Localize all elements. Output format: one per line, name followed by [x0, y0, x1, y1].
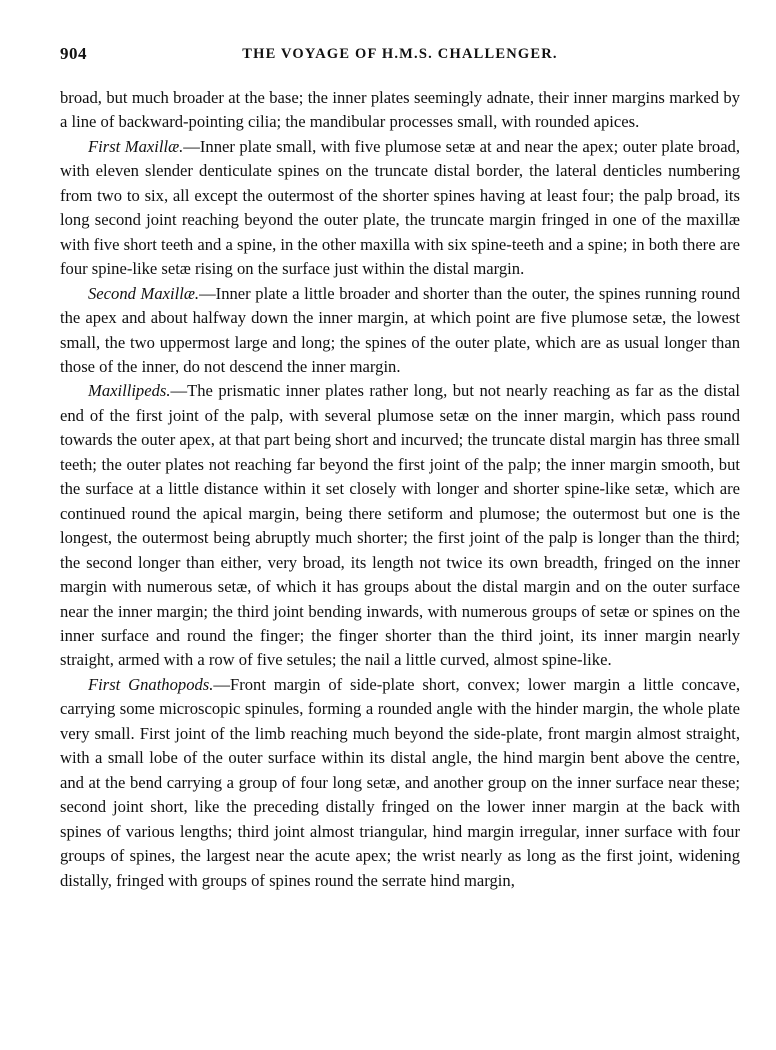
- page-number: 904: [60, 44, 87, 63]
- section-heading: Maxillipeds.: [88, 381, 171, 401]
- paragraph-text: —Front margin of side-plate short, convex; lower margin a little concave, carrying some microscopic spinules, forming a rounded angle with the hinder margin, the whole plate very small. First joint of the limb reaching much beyond the side-plate, front margin almost straight, with a small lobe of the outer surface within its distal angle, the hind margin bent above the centre, and at the bend carrying a group of four long setæ, and another group on the inner surface near these; second joint short, like the preceding distally fringed on the lower inner margin at the back with spines of various lengths; third joint almost triangular, hind margin irregular, inner surface with four groups of spines, the largest near the acute apex; the wrist nearly as long as the first joint, widening distally, fringed with groups of spines round the serrate hind margin,: [60, 674, 740, 890]
- paragraph-mandibles-continued: [60, 86, 740, 135]
- section-heading: First Gnathopods.: [88, 674, 214, 694]
- paragraph-second-maxillae: [60, 282, 740, 380]
- paragraph-first-maxillae: [60, 135, 740, 282]
- paragraph-text: broad, but much broader at the base; the inner plates seemingly adnate, their inner margins marked by a line of backward-pointing cilia; the mandibular processes small, with rounded apices.: [60, 88, 740, 132]
- section-heading: Second Maxillæ.: [88, 283, 200, 303]
- paragraph-text: —Inner plate small, with five plumose setæ at and near the apex; outer plate broad, with eleven slender denticulate spines on the truncate distal border, the lateral denticles numbering from two to six, all except the outermost of the shorter spines having at least four; the palp broad, its long second joint reaching beyond the outer plate, the truncate margin fringed in one of the maxillæ with five short teeth and a spine, in the other maxilla with six spine-teeth and a spine; in both there are four spine-like setæ rising on the surface just within the distal margin.: [60, 136, 741, 279]
- paragraph-maxillipeds: [60, 379, 740, 672]
- paragraph-first-gnathopods: [60, 673, 740, 893]
- section-heading: First Maxillæ.: [88, 136, 184, 156]
- page-header: [60, 44, 740, 68]
- paragraph-text: —The prismatic inner plates rather long, but not nearly reaching as far as the distal end of the first joint of the palp, with several plumose setæ on the inner margin, which pass round towards the outer apex, at that part being short and incurved; the truncate distal margin has three small teeth; the outer plates not reaching far beyond the first joint of the palp; the inner margin smooth, but the surface at a little distance within it set closely with longer and shorter spine-like setæ, which are continued round the apical margin, being there setiform and plumose; the outermost but one is the longest, the outermost being abruptly much shorter; the first joint of the palp is longer than the third; the second longer than either, very broad, its length not twice its own breadth, fringed on the inner margin with numerous setæ, of which it has groups about the distal margin and on the outer surface near the inner margin; the third joint bending inwards, with numerous groups of setæ or spines on the inner surface and round the finger; the finger shorter than the third joint, its inner margin nearly straight, armed with a row of five setules; the nail a little curved, almost spine-like.: [60, 381, 740, 670]
- paragraph-text: —Inner plate a little broader and shorter than the outer, the spines running round the apex and about halfway down the inner margin, at which point are five plumose setæ, the lowest small, the two uppermost large and long; the spines of the outer plate, which are as usual longer than those of the inner, do not descend the inner margin.: [60, 283, 740, 376]
- body-text: [60, 86, 740, 893]
- running-title: THE VOYAGE OF H.M.S. CHALLENGER.: [242, 46, 558, 62]
